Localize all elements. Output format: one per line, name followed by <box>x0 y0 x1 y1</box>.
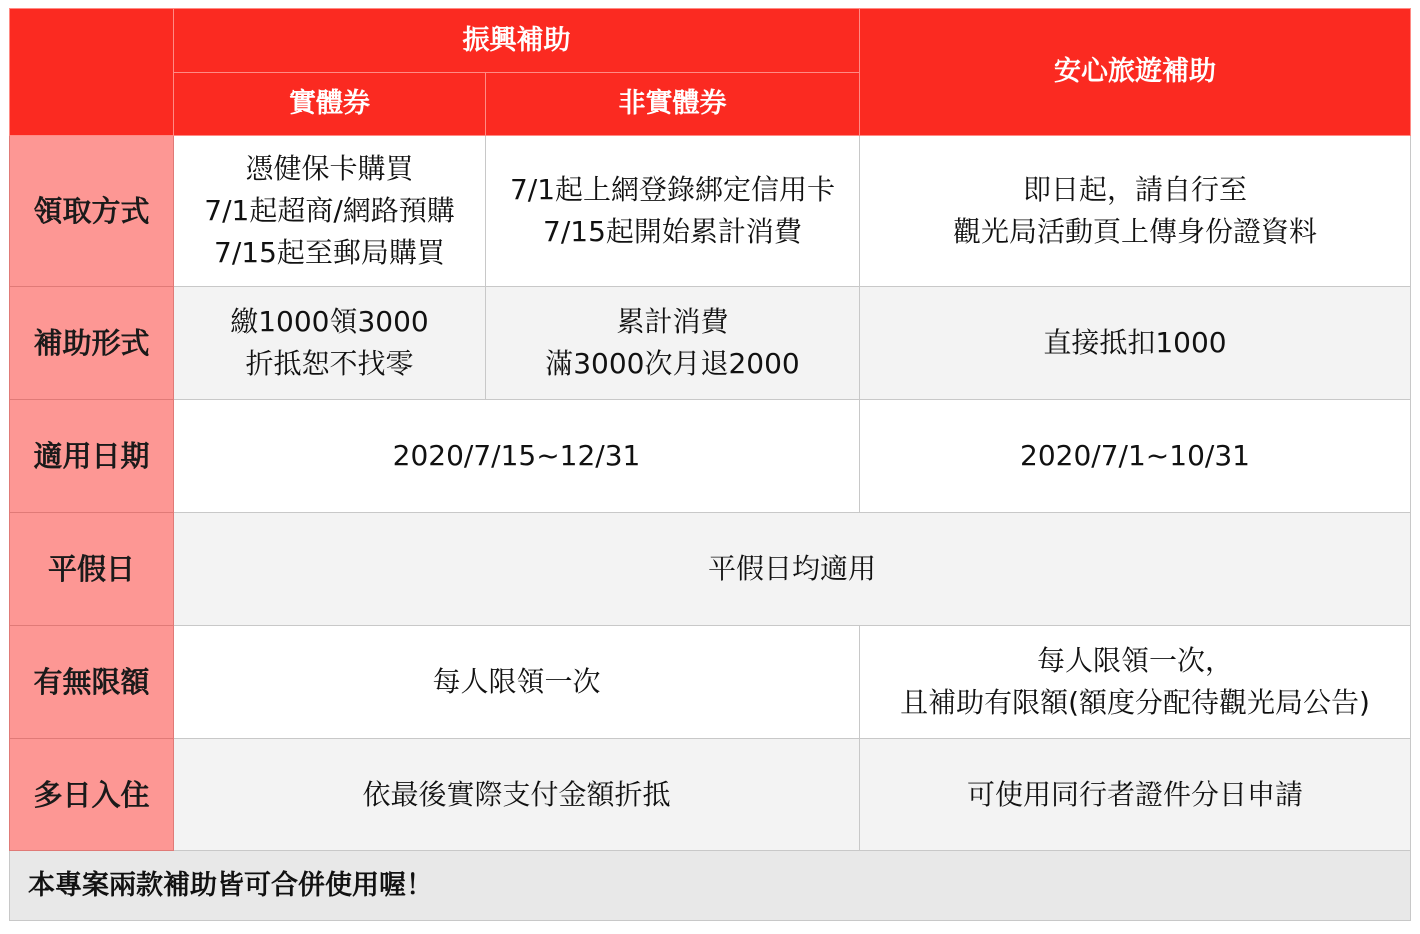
cell-method-physical <box>174 136 486 287</box>
header-travel-subsidy: 安心旅遊補助 <box>860 9 1411 136</box>
cell-line: 7/15起至郵局購買 <box>214 236 445 269</box>
table-row-method <box>10 136 1411 287</box>
row-label-multiday: 多日入住 <box>10 739 174 851</box>
table-row-weekday <box>10 513 1411 626</box>
cell-multiday-travel: 可使用同行者證件分日申請 <box>860 739 1411 851</box>
cell-limit-travel <box>860 626 1411 739</box>
cell-line: 且補助有限額(額度分配待觀光局公告) <box>900 686 1370 719</box>
cell-line: 累計消費 <box>616 305 729 338</box>
cell-line: 憑健保卡購買 <box>245 152 414 185</box>
subsidy-comparison-table-container <box>9 8 1410 920</box>
table-row-date <box>10 400 1411 513</box>
cell-form-travel: 直接抵扣1000 <box>860 287 1411 400</box>
row-label-weekday: 平假日 <box>10 513 174 626</box>
footer-note: 本專案兩款補助皆可合併使用喔！ <box>10 851 1411 921</box>
header-physical-voucher: 實體券 <box>174 73 486 136</box>
table-row-limit <box>10 626 1411 739</box>
header-nonphysical-voucher: 非實體券 <box>486 73 860 136</box>
subsidy-comparison-table <box>9 8 1411 921</box>
row-label-form: 補助形式 <box>10 287 174 400</box>
cell-line: 7/15起開始累計消費 <box>543 215 802 248</box>
cell-form-physical <box>174 287 486 400</box>
cell-form-nonphysical <box>486 287 860 400</box>
row-label-limit: 有無限額 <box>10 626 174 739</box>
cell-line: 繳1000領3000 <box>230 305 429 338</box>
cell-line: 即日起，請自行至 <box>1022 173 1247 206</box>
header-corner-cell <box>10 9 174 136</box>
cell-line: 7/1起上網登錄綁定信用卡 <box>509 173 836 206</box>
cell-method-travel <box>860 136 1411 287</box>
cell-line: 7/1起超商/網路預購 <box>204 194 455 227</box>
row-label-method: 領取方式 <box>10 136 174 287</box>
cell-date-travel: 2020/7/1~10/31 <box>860 400 1411 513</box>
cell-method-nonphysical <box>486 136 860 287</box>
row-label-date: 適用日期 <box>10 400 174 513</box>
table-row-form <box>10 287 1411 400</box>
cell-multiday-revival: 依最後實際支付金額折抵 <box>174 739 860 851</box>
cell-weekday-all: 平假日均適用 <box>174 513 1411 626</box>
cell-date-revival: 2020/7/15~12/31 <box>174 400 860 513</box>
cell-line: 觀光局活動頁上傳身份證資料 <box>952 215 1317 248</box>
header-revival-subsidy: 振興補助 <box>174 9 860 73</box>
cell-line: 折抵恕不找零 <box>245 347 414 380</box>
table-row-multiday <box>10 739 1411 851</box>
cell-limit-revival: 每人限領一次 <box>174 626 860 739</box>
cell-line: 滿3000次月退2000 <box>545 347 800 380</box>
cell-line: 每人限領一次， <box>1036 644 1233 677</box>
